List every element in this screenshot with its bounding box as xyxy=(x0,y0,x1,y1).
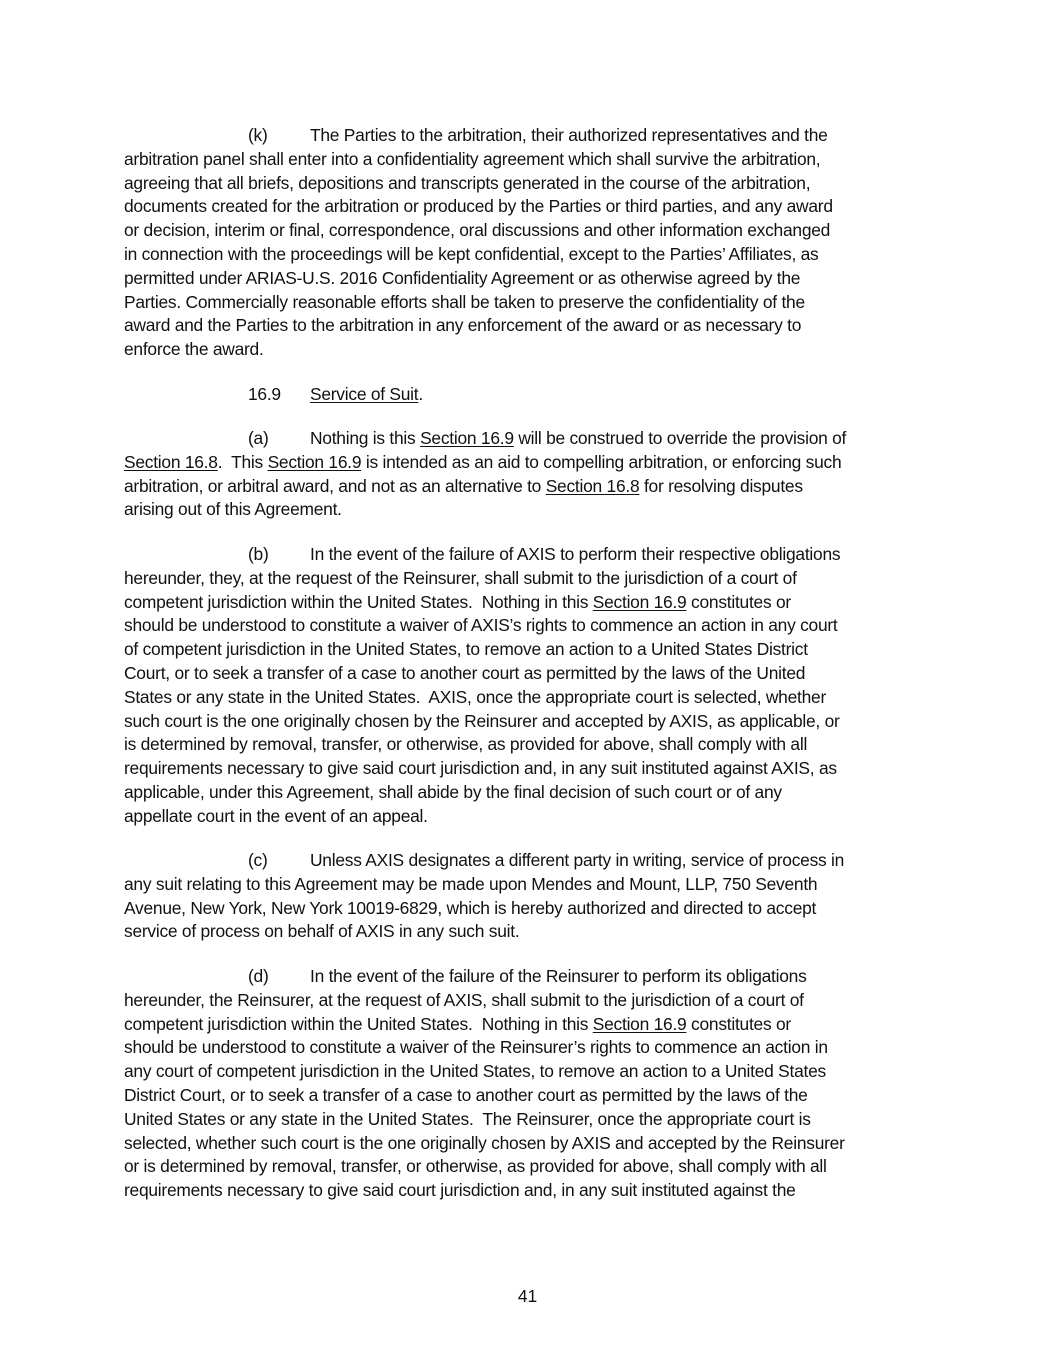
paragraph-line: or is determined by removal, transfer, or otherwise, as provided for above, shall comply with all xyxy=(124,1156,827,1177)
paragraph-line: requirements necessary to give said court jurisdiction and, in any suit instituted against the xyxy=(124,1180,796,1201)
paragraph-line: hereunder, the Reinsurer, at the request of AXIS, shall submit to the jurisdiction of a court of xyxy=(124,989,804,1010)
paragraph-line: documents created for the arbitration or produced by the Parties or third parties, and any award xyxy=(124,196,833,217)
section-reference: Section 16.8 xyxy=(124,451,218,472)
paragraph-line: or decision, interim or final, correspondence, oral discussions and other information exchanged xyxy=(124,220,831,241)
paragraph-line: States or any state in the United States. AXIS, once the appropriate court is selected, whether xyxy=(124,686,826,707)
paragraph-label: (c) xyxy=(248,850,268,870)
section-reference: Section 16.9 xyxy=(420,428,514,448)
paragraph-line: award and the Parties to the arbitration in any enforcement of the award or as necessary to xyxy=(124,315,802,336)
paragraph-line: of competent jurisdiction in the United States, to remove an action to a United States District xyxy=(124,639,808,660)
section-reference: Section 16.8 xyxy=(545,475,640,496)
paragraph-line: Court, or to seek a transfer of a case to another court as permitted by the laws of the United xyxy=(124,662,806,683)
paragraph-label: (b) xyxy=(248,544,269,564)
paragraph-b xyxy=(124,543,930,829)
paragraph-line: any suit relating to this Agreement may be made upon Mendes and Mount, LLP, 750 Seventh xyxy=(124,873,818,894)
paragraph-line: is determined by removal, transfer, or otherwise, as provided for above, shall comply with all xyxy=(124,734,808,755)
paragraph-line: arbitration panel shall enter into a confidentiality agreement which shall survive the arbitration, xyxy=(124,148,821,169)
paragraph-line: selected, whether such court is the one originally chosen by AXIS and accepted by the Reinsurer xyxy=(124,1132,845,1153)
section-reference: Section 16.9 xyxy=(592,591,687,612)
paragraph-line: agreeing that all briefs, depositions and transcripts generated in the course of the arbitration, xyxy=(124,172,811,193)
paragraph-line: (b) In the event of the failure of AXIS to perform their respective obligations xyxy=(124,543,930,567)
paragraph-a xyxy=(124,427,930,522)
section-reference: Section 16.9 xyxy=(592,1013,687,1034)
paragraph-line: arising out of this Agreement. xyxy=(124,499,342,520)
paragraph-line: competent jurisdiction within the United States. Nothing in this Section 16.9 constitutes or xyxy=(124,1013,791,1034)
paragraph-line: requirements necessary to give said court jurisdiction and, in any suit instituted against AXIS, as xyxy=(124,758,837,779)
paragraph-line: applicable, under this Agreement, shall abide by the final decision of such court or of any xyxy=(124,781,782,802)
paragraph-line: should be understood to constitute a waiver of the Reinsurer’s rights to commence an action in xyxy=(124,1037,828,1058)
paragraph-line: (d) In the event of the failure of the Reinsurer to perform its obligations xyxy=(124,965,930,989)
paragraph-label: (k) xyxy=(248,125,268,145)
paragraph-k xyxy=(124,124,930,362)
paragraph-line: any court of competent jurisdiction in the United States, to remove an action to a United States xyxy=(124,1061,826,1082)
paragraph-line: United States or any state in the United States. The Reinsurer, once the appropriate court is xyxy=(124,1108,811,1129)
paragraph-line: service of process on behalf of AXIS in any such suit. xyxy=(124,921,520,942)
section-number: 16.9 xyxy=(248,384,281,404)
page-number: 41 xyxy=(517,1286,538,1306)
paragraph-line: enforce the award. xyxy=(124,339,264,360)
paragraph-line: such court is the one originally chosen by the Reinsurer and accepted by AXIS, as applicable, or xyxy=(124,710,840,731)
paragraph-line: in connection with the proceedings will be kept confidential, except to the Parties’ Affiliates, as xyxy=(124,243,819,264)
paragraph-d xyxy=(124,965,930,1203)
paragraph-line: permitted under ARIAS-U.S. 2016 Confidentiality Agreement or as otherwise agreed by the xyxy=(124,267,801,288)
paragraph-line: (a) Nothing is this Section 16.9 will be construed to override the provision of xyxy=(124,427,930,451)
paragraph-line: (c) Unless AXIS designates a different party in writing, service of process in xyxy=(124,849,930,873)
paragraph-line: Parties. Commercially reasonable efforts shall be taken to preserve the confidentiality of the xyxy=(124,291,805,312)
paragraph-line: competent jurisdiction within the United States. Nothing in this Section 16.9 constitutes or xyxy=(124,591,791,612)
paragraph-line: arbitration, or arbitral award, and not as an alternative to Section 16.8 for resolving disputes xyxy=(124,475,803,496)
paragraph-label: (d) xyxy=(248,966,269,986)
paragraph-line: appellate court in the event of an appeal. xyxy=(124,805,428,826)
section-title: Service of Suit xyxy=(310,384,419,404)
paragraph-line: Section 16.8. This Section 16.9 is intended as an aid to compelling arbitration, or enforcing such xyxy=(124,451,842,472)
section-reference: Section 16.9 xyxy=(267,451,362,472)
section-heading-16-9: 16.9 Service of Suit. xyxy=(124,383,930,407)
paragraph-line: should be understood to constitute a waiver of AXIS’s rights to commence an action in any court xyxy=(124,615,838,636)
paragraph-line: District Court, or to seek a transfer of a case to another court as permitted by the laws of the xyxy=(124,1084,808,1105)
paragraph-c xyxy=(124,849,930,944)
paragraph-label: (a) xyxy=(248,428,269,448)
paragraph-line: Avenue, New York, New York 10019-6829, which is hereby authorized and directed to accept xyxy=(124,897,817,918)
paragraph-line: (k) The Parties to the arbitration, their authorized representatives and the xyxy=(124,124,930,148)
paragraph-line: hereunder, they, at the request of the Reinsurer, shall submit to the jurisdiction of a court of xyxy=(124,567,797,588)
